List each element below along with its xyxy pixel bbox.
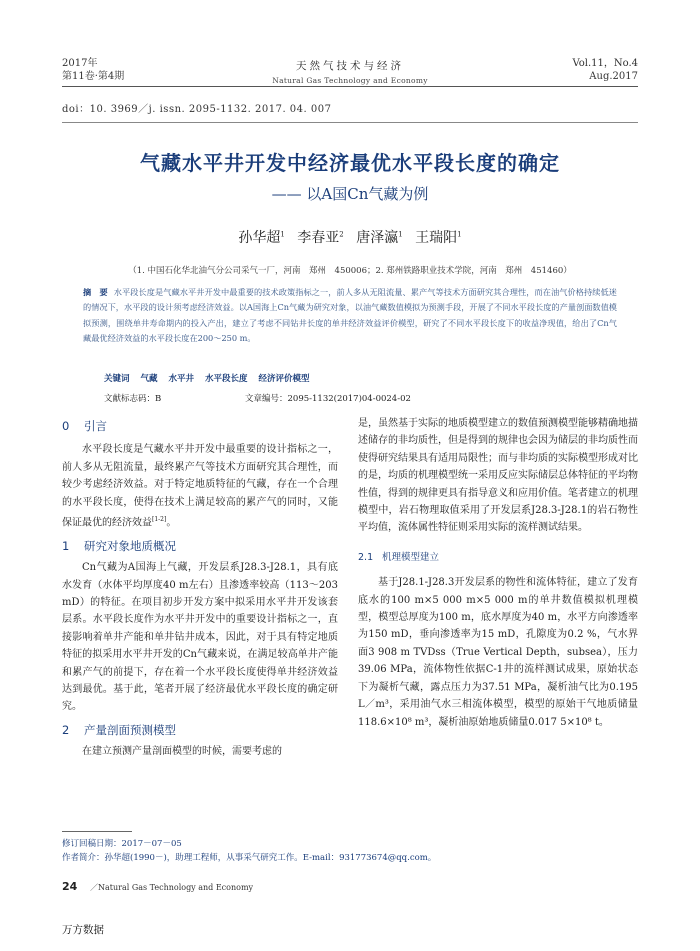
paragraph: 水平段长度是气藏水平井开发中最重要的设计指标之一，前人多从无阻流量，最终累产气等技术方面研究其合理性，而较少考虑经济效益。对于特定地质特征的气藏，存在一个合理的水平段长度，使得在技术上满足较高的累产气的同时，又能保证最优的经济效益[1-2]。 xyxy=(62,444,338,529)
author: 王瑞阳$^1$ xyxy=(415,230,462,246)
abstract-text: 水平段长度是气藏水平井开发中最重要的技术政策指标之一，前人多从无阻流量、累产气等技术方面研究其合理性，而在油气价格持续低迷的情况下，水平段的设计须考虑经济效益。以A国海上Cn气藏为研究对象，以油气藏数值模拟为预测手段，开展了不同水平段长度的产量剖面数值模拟预测，围绕单井寿命期内的投入产出，建立了考虑不同钻井长度的单井经济效益评价模型，研究了不同水平段长度下的收益净现值，给出了Cn气藏最优经济效益的水平段长度在200～250 m。 xyxy=(83,287,617,343)
journal-title-en: Natural Gas Technology and Economy xyxy=(272,76,428,85)
keywords xyxy=(104,372,309,384)
subsection-heading: 2.1 机理模型建立 xyxy=(358,551,440,563)
section-heading: 0 引言 xyxy=(62,419,107,433)
journal-title-cn: 天然气技术与经济 xyxy=(296,60,404,72)
article-number: 文章编号：2095-1132(2017)04-0024-02 xyxy=(245,394,411,404)
keyword: 水平井 xyxy=(168,374,194,384)
citation: [1-2] xyxy=(152,516,167,524)
footnote-author: 作者简介：孙华超(1990－)，助理工程师，从事采气研究工作。E-mail：931773674@qq.com。 xyxy=(62,853,437,863)
header-date-en: Aug.2017 xyxy=(589,71,638,82)
author-list xyxy=(0,227,700,247)
author: 唐泽瀛$^1$ xyxy=(356,230,403,246)
keywords-label: 关键词 xyxy=(104,374,130,384)
document-code: 文献标志码：B xyxy=(104,394,162,404)
paragraph: 是，虽然基于实际的地质模型建立的数值预测模型能够精确地描述储存的非均质性，但是得到的规律也会因为储层的非均质性而使得研究结果具有适用局限性；而与非均质的实际模型形成对比的是，均质的机理模型统一采用反应实际储层总体特征的平均物性值，得到的规律更具有指导意义和应用价值。笔者建立的机理模型中，岩石物理取值采用了开发层系J28.3-J28.1的岩石物性平均值，流体属性特征则采用实际的流样测试结果。 xyxy=(358,418,638,534)
author: 李春亚$^2$ xyxy=(297,230,344,246)
author: 孙华超$^1$ xyxy=(238,230,285,246)
doi-rule xyxy=(62,122,638,123)
header-year: 2017年 xyxy=(62,58,98,69)
paragraph: 基于J28.1-J28.3开发层系的物性和流体特征，建立了发育底水的100 m×5 000 m×5 000 m的单井数值模拟机理模型，模型总厚度为100 m，底水厚度为40 m，水平方向渗透率为150 mD，垂向渗透率为15 mD，孔隙度为0.2 %，气水界面3 908 m TVDss（True Vertical Depth，subsea），压力39.06 MPa，流体物性依据C-1井的流样测试成果，原始状态下为凝析气藏，露点压力为37.51 MPa，凝析油气比为0.195 L／m³，采用油气水三相流体模型，模型的原始干气地质储量118.6×10⁸ m³，凝析油原始地质储量0.017 5×10⁸ t。 xyxy=(358,577,638,728)
keyword: 水平段长度 xyxy=(204,374,248,384)
keyword: 气藏 xyxy=(140,374,158,384)
paragraph: 在建立预测产量剖面模型的时候，需要考虑的 xyxy=(82,746,282,758)
paper-subtitle: —— 以A国Cn气藏为例 xyxy=(271,185,429,203)
keyword: 经济评价模型 xyxy=(258,374,310,384)
affiliations: （1. 中国石化华北油气分公司采气一厂，河南 郑州 450006；2. 郑州铁路职业技术学院，河南 郑州 451460） xyxy=(128,266,572,276)
footnote-revised: 修订回稿日期：2017－07－05 xyxy=(62,839,182,849)
doi-line: doi：10. 3969／j. issn. 2095-1132. 2017. 04. 007 xyxy=(62,104,332,115)
paper-title: 气藏水平井开发中经济最优水平段长度的确定 xyxy=(140,151,560,175)
paragraph: Cn气藏为A国海上气藏，开发层系J28.3-J28.1，具有底水发育（水体平均厚度40 m左右）且渗透率较高（113～203 mD）的特征。在项目初步开发方案中拟采用水平井开发该套层系。水平段长度作为水平井开发中的重要设计指标之一，直接影响着单井产能和单井钻井成本，因此，对于具有特定地质特征的拟采用水平井开发的Cn气藏来说，在满足较高单井产能和累产气的前提下，存在着一个水平段长度使得单井经济效益达到最优。基于此，笔者开展了经济最优水平段长度的确定研究。 xyxy=(62,562,338,713)
footer-journal: ／Natural Gas Technology and Economy xyxy=(90,883,254,892)
watermark-text: 万方数据 xyxy=(62,924,104,936)
header-volume-issue-en: Vol.11，No.4 xyxy=(572,58,638,69)
abstract-label: 摘 要 xyxy=(83,287,108,297)
right-column xyxy=(358,415,638,731)
footnote-rule xyxy=(62,831,132,832)
header-rule xyxy=(62,86,638,87)
left-column xyxy=(62,418,338,761)
header-right xyxy=(572,57,638,83)
page-number: 24 xyxy=(62,880,78,893)
header-volume-issue-cn: 第11卷·第4期 xyxy=(62,71,125,82)
section-heading: 1 研究对象地质概况 xyxy=(62,538,176,553)
section-heading: 2 产量剖面预测模型 xyxy=(62,722,176,737)
abstract xyxy=(83,285,617,346)
